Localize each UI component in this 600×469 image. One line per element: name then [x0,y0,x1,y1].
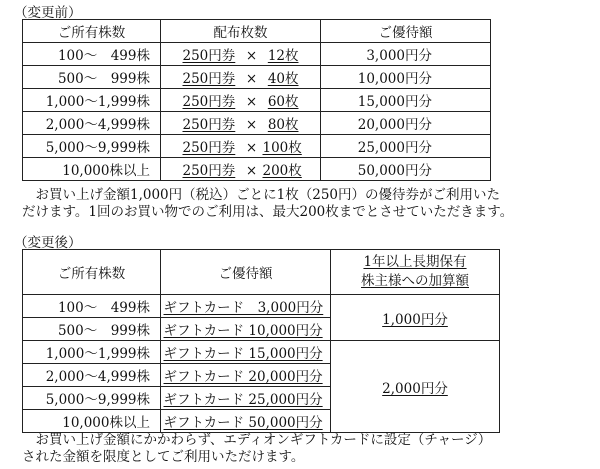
amount-cell: 25,000円分 [321,135,491,158]
table-row [23,66,491,89]
coupon-type: 250円券 [182,117,236,133]
header-shares: ご所有株数 [23,20,161,43]
gift-cell [161,318,331,341]
table-header-row [23,20,491,43]
times-sign: × [245,163,258,179]
header-bonus-line-2: 株主様への加算額 [361,273,469,289]
header-amount: ご優待額 [321,20,491,43]
amount-cell: 10,000円分 [321,66,491,89]
times-sign: × [245,94,258,110]
gift-cell [161,387,331,410]
before-note-line-1: お買い上げ金額1,000円（税込）ごとに1枚（250円）の優待券がご利用いた [22,187,501,203]
gift-cell [161,364,331,387]
amount-cell: 3,000円分 [321,43,491,66]
shares-cell: 5,000～9,999株 [23,135,161,158]
coupon-type: 250円券 [182,163,236,179]
bonus-amount-2: 2,000円分 [382,380,448,397]
gift-amount: ギフトカード 3,000円分 [163,300,324,316]
header-gift-amount: ご優待額 [161,250,331,295]
coupon-count: 80枚 [267,117,299,133]
bonus-cell-2 [331,341,500,433]
table-row [23,89,491,112]
gift-amount: ギフトカード 10,000円分 [163,323,323,339]
times-sign: × [245,117,258,133]
bonus-amount-1: 1,000円分 [382,311,448,328]
table-row [23,43,491,66]
gift-cell [161,295,331,318]
table-header-row [23,250,500,295]
header-bonus-line-1: 1年以上長期保有 [363,254,467,270]
shares-cell: 500～ 999株 [23,318,161,341]
amount-cell: 50,000円分 [321,158,491,181]
header-shares: ご所有株数 [23,250,161,295]
header-distribution: 配布枚数 [161,20,321,43]
shares-cell: 1,000～1,999株 [23,89,161,112]
times-sign: × [245,140,258,156]
table-row [23,295,500,318]
amount-cell: 15,000円分 [321,89,491,112]
shares-cell: 100～ 499株 [23,295,161,318]
bonus-cell-1 [331,295,500,341]
distribution-cell [161,112,321,135]
shares-cell: 2,000～4,999株 [23,364,161,387]
after-note-line-2: された金額を限度としてご利用いただけます。 [22,449,305,465]
distribution-cell [161,43,321,66]
times-sign: × [245,71,258,87]
shares-cell: 100～ 499株 [23,43,161,66]
coupon-type: 250円券 [182,48,236,64]
gift-cell [161,341,331,364]
shares-cell: 5,000～9,999株 [23,387,161,410]
coupon-count: 100枚 [262,140,302,156]
header-long-term-bonus [331,250,500,295]
distribution-cell [161,89,321,112]
coupon-type: 250円券 [182,71,236,87]
shares-cell: 10,000株以上 [23,410,161,433]
before-note-line-2: だけます。1回のお買い物でのご利用は、最大200枚までとさせていただきます。 [22,204,514,220]
coupon-count: 60枚 [267,94,299,110]
amount-cell: 20,000円分 [321,112,491,135]
shares-cell: 500～ 999株 [23,66,161,89]
before-table [22,19,491,181]
gift-amount: ギフトカード 20,000円分 [163,369,323,385]
distribution-cell [161,158,321,181]
distribution-cell [161,135,321,158]
distribution-cell [161,66,321,89]
table-row [23,112,491,135]
before-section-label: （変更前） [14,5,82,21]
coupon-type: 250円券 [182,140,236,156]
coupon-type: 250円券 [182,94,236,110]
after-table [22,249,500,433]
coupon-count: 12枚 [267,48,299,64]
after-section-label: （変更後） [14,235,82,251]
table-row [23,341,500,364]
gift-cell [161,410,331,433]
shares-cell: 2,000～4,999株 [23,112,161,135]
after-note-line-1: お買い上げ金額にかかわらず、エディオンギフトカードに設定（チャージ） [22,432,492,448]
times-sign: × [245,48,258,64]
shares-cell: 1,000～1,999株 [23,341,161,364]
table-row [23,135,491,158]
gift-amount: ギフトカード 15,000円分 [163,346,323,362]
coupon-count: 40枚 [267,71,299,87]
shares-cell: 10,000株以上 [23,158,161,181]
coupon-count: 200枚 [262,163,302,179]
table-row [23,158,491,181]
gift-amount: ギフトカード 50,000円分 [163,415,323,431]
gift-amount: ギフトカード 25,000円分 [163,392,323,408]
